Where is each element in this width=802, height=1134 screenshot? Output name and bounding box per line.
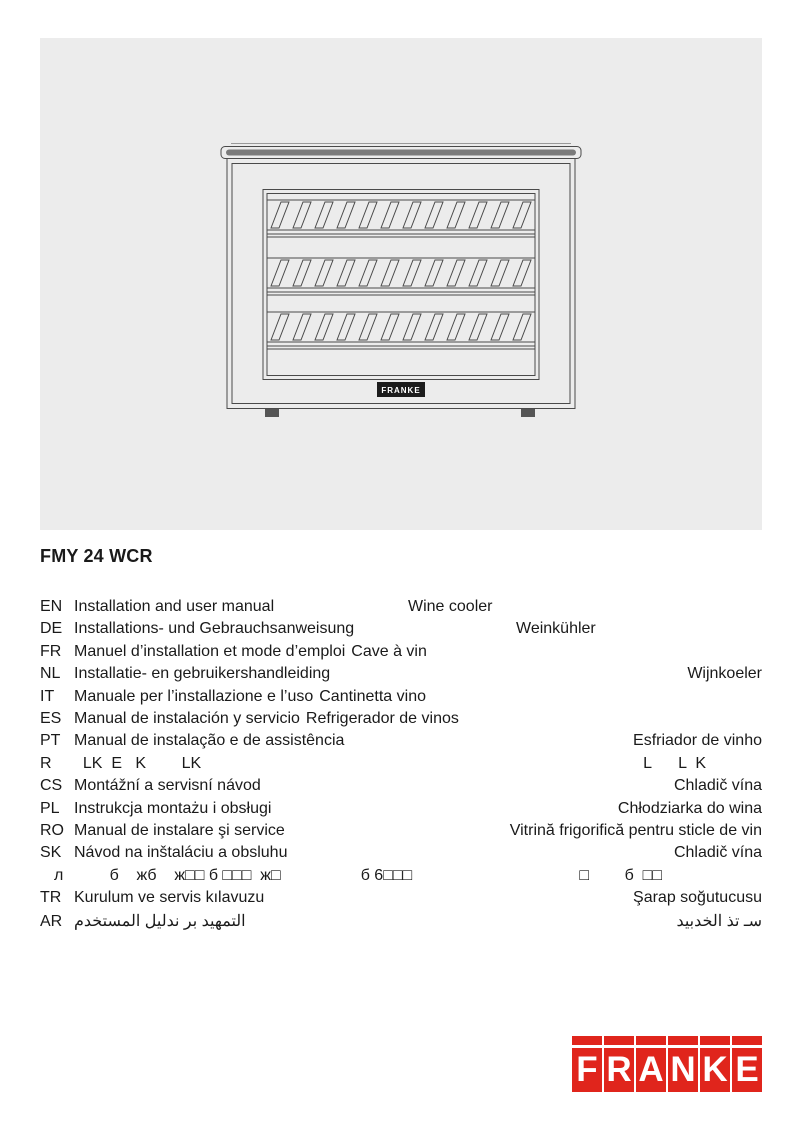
franke-logo-letter: A (638, 1050, 664, 1089)
lang-code: EN (40, 598, 63, 615)
manual-title: Návod na inštaláciu a obsluhu (74, 844, 288, 862)
franke-logo-letter: N (670, 1050, 696, 1089)
product-name: Chladič vína (673, 777, 762, 795)
lang-code: PT (40, 732, 61, 750)
product-name: Cantinetta vino (319, 687, 426, 705)
language-list (40, 598, 762, 934)
franke-logo-letter: K (702, 1050, 728, 1089)
manual-title: Manuel d’installation et mode d’emploi (74, 642, 346, 660)
lang-code: DE (40, 620, 63, 638)
franke-logo-letter: F (576, 1050, 598, 1089)
product-name: Şarap soğutucusu (633, 889, 762, 907)
manual-title: LK E K LK (74, 754, 202, 772)
manual-title: Kurulum ve servis kılavuzu (74, 889, 265, 907)
lang-row-ru (40, 867, 762, 889)
manual-title: Montážní a servisní návod (74, 777, 261, 795)
lang-row-el (40, 755, 762, 777)
lang-row-nl (40, 665, 762, 687)
franke-logo-letter: R (606, 1050, 632, 1089)
lang-code: NL (40, 665, 61, 683)
product-name: Wijnkoeler (687, 665, 762, 683)
model-title: FMY 24 WCR (40, 546, 153, 566)
franke-logo-tile (700, 1036, 730, 1092)
lang-code: AR (40, 913, 63, 931)
product-name: سـ تذ الخدبيد (676, 913, 762, 931)
manual-title: б жб ж□□ б □□□ ж□ б 6□□□ (74, 866, 413, 884)
lang-code: R (40, 754, 52, 772)
manual-title: التمهيد بر ندليل المستخدم (74, 913, 246, 931)
lang-code: PL (40, 799, 60, 817)
lang-code: CS (40, 777, 63, 795)
manual-title: Installation and user manual (74, 598, 275, 615)
manual-title: Manual de instalação e de assistência (74, 732, 345, 750)
product-name: Wine cooler (408, 598, 493, 615)
lang-code: RO (40, 821, 64, 839)
product-name: Esfriador de vinho (633, 732, 762, 750)
lang-code: ES (40, 709, 62, 727)
lang-code: TR (40, 889, 62, 907)
product-name: Chłodziarka do wina (617, 799, 762, 817)
lang-row-ar (40, 911, 762, 933)
product-name: Cave à vin (351, 642, 427, 660)
franke-logo-tile (668, 1036, 698, 1092)
lang-row-fr (40, 643, 762, 665)
appliance-foot-right (521, 409, 535, 417)
lang-row-tr (40, 889, 762, 911)
manual-title: Installatie- en gebruikershandleiding (74, 665, 331, 683)
manual-title: Manuale per l’installazione e l’uso (74, 687, 314, 705)
product-illustration-panel (40, 38, 762, 530)
product-name: Chladič vína (673, 844, 762, 862)
bottle-row-top (271, 202, 531, 228)
product-name: Refrigerador de vinos (305, 709, 459, 727)
lang-code: л (54, 866, 64, 884)
franke-logo-tile (572, 1036, 602, 1092)
product-name: L L K (643, 754, 706, 772)
manual-title: Instrukcja montażu i obsługi (74, 799, 272, 817)
franke-door-badge-text: FRANKE (381, 386, 421, 395)
bottle-row-bottom (271, 314, 531, 340)
appliance-foot-left (265, 409, 279, 417)
lang-row-ro (40, 822, 762, 844)
lang-row-it (40, 688, 762, 710)
lang-row-de (40, 620, 762, 642)
lang-row-pt (40, 732, 762, 754)
lang-row-es (40, 710, 762, 732)
lang-code: IT (40, 687, 55, 705)
product-name: Vitrină frigorifică pentru sticle de vin (509, 821, 762, 839)
franke-logo (572, 1036, 762, 1092)
product-name: □ б □□ (579, 866, 662, 884)
franke-logo-tile (604, 1036, 634, 1092)
franke-logo-tile (732, 1036, 762, 1092)
manual-title: Installations- und Gebrauchsanweisung (74, 620, 355, 638)
lang-row-en (40, 598, 762, 620)
bottle-row-middle (271, 260, 531, 286)
franke-logo-letter: E (735, 1050, 759, 1089)
lang-row-cs (40, 777, 762, 799)
lang-code: FR (40, 642, 62, 660)
wine-cooler-illustration (219, 142, 583, 422)
manual-title: Manual de instalación y servicio (74, 709, 300, 727)
lang-code: SK (40, 844, 62, 862)
lang-row-pl (40, 800, 762, 822)
franke-logo-tile (636, 1036, 666, 1092)
product-name: Weinkühler (516, 620, 596, 638)
manual-title: Manual de instalare şi service (74, 821, 285, 839)
lang-row-sk (40, 844, 762, 866)
